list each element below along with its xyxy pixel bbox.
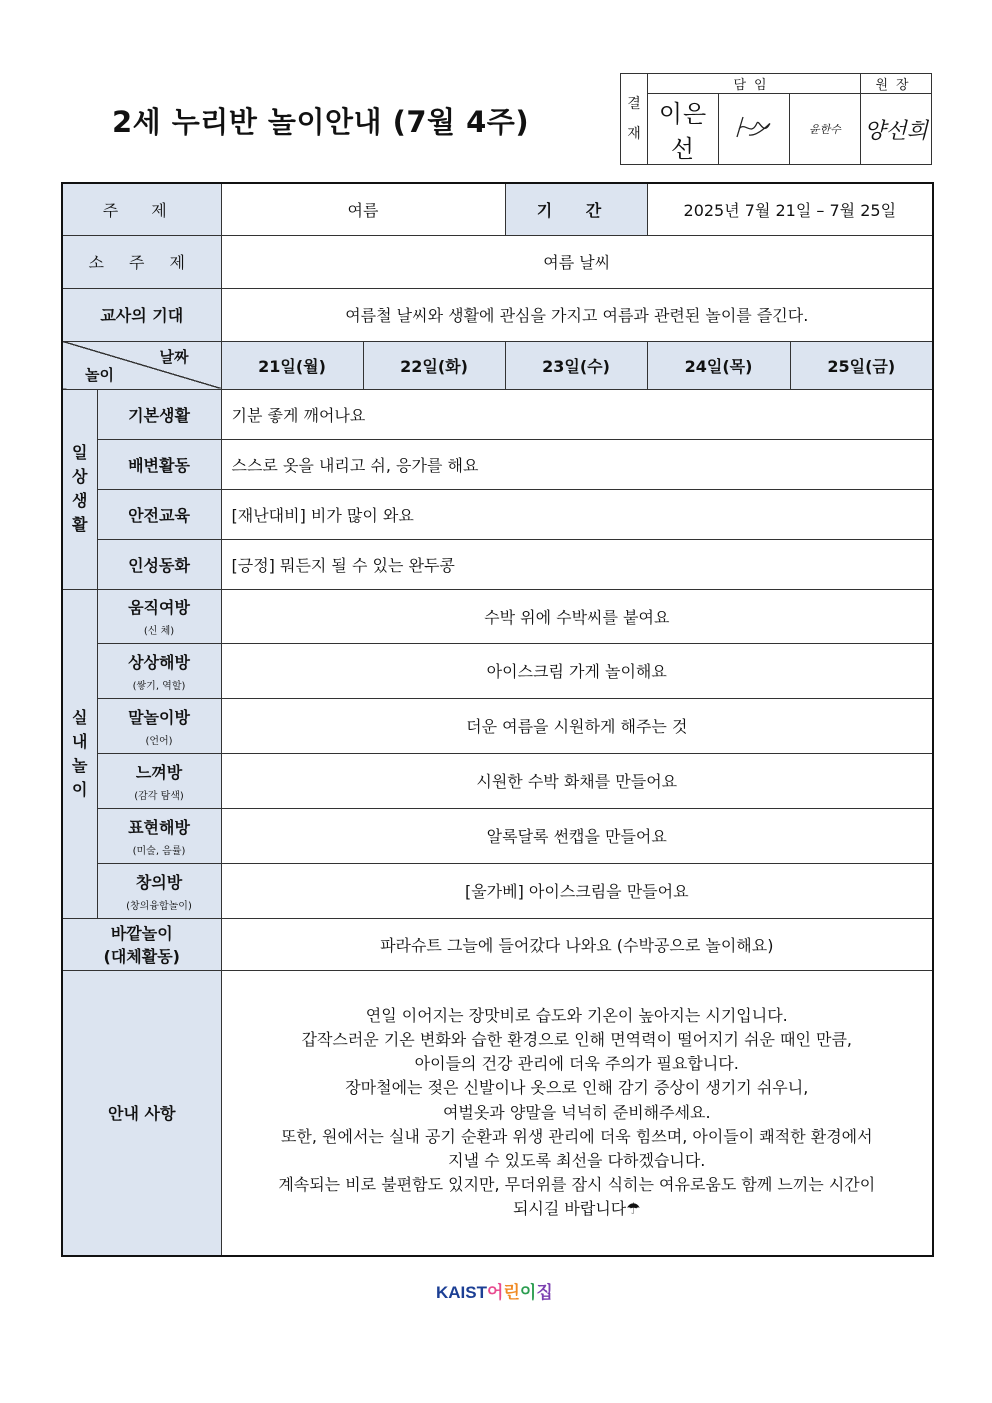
notice-body xyxy=(221,970,933,1256)
day-header-row xyxy=(62,341,933,389)
day-header: 25일(금) xyxy=(790,341,933,389)
day-header: 21일(월) xyxy=(221,341,363,389)
notice-label: 안내 사항 xyxy=(62,970,221,1256)
notice-line: 장마철에는 젖은 신발이나 옷으로 인해 감기 증상이 생기기 쉬우니, xyxy=(345,1078,809,1098)
notice-line: 갑작스러운 기온 변화와 습한 환경으로 인해 면역력이 떨어지기 쉬운 때인 만큼, xyxy=(301,1030,853,1050)
outdoor-label: 바깥놀이 (대체활동) xyxy=(62,918,221,970)
signature-scribble-icon xyxy=(729,107,779,147)
indoor-play-label: 상상해방 (쌓기, 역할) xyxy=(97,643,221,698)
period-value: 2025년 7월 21일 – 7월 25일 xyxy=(647,183,933,235)
signature-1: 이은선 xyxy=(648,94,719,165)
notice-line: 지낼 수 있도록 최선을 다하겠습니다. xyxy=(448,1151,706,1171)
notice-line: 연일 이어지는 장맛비로 습도와 기온이 높아지는 시기입니다. xyxy=(365,1005,788,1025)
indoor-play-label: 창의방 (창의융합놀이) xyxy=(97,863,221,918)
expectation-label: 교사의 기대 xyxy=(62,288,221,341)
indoor-play-row xyxy=(62,589,933,643)
logo-brand: KAIST xyxy=(436,1283,487,1302)
notice-row xyxy=(62,970,933,1256)
indoor-play-value: 더운 여름을 시원하게 해주는 것 xyxy=(221,698,933,753)
expectation-value: 여름철 날씨와 생활에 관심을 가지고 여름과 관련된 놀이를 즐긴다. xyxy=(221,288,933,341)
kaist-logo: KAIST어린이집 xyxy=(436,1283,553,1302)
indoor-play-sublabel: (쌓기, 역할) xyxy=(132,680,186,692)
indoor-play-value: 시원한 수박 화채를 만들어요 xyxy=(221,753,933,808)
approval-box xyxy=(620,73,932,165)
indoor-play-row xyxy=(62,753,933,808)
daily-life-group-label: 일 상 생 활 xyxy=(62,389,97,589)
approval-gyeol: 결 xyxy=(627,96,641,112)
expectation-row xyxy=(62,288,933,341)
indoor-play-value: [울가베] 아이스크림을 만들어요 xyxy=(221,863,933,918)
plan-table xyxy=(61,182,934,1257)
day-header: 23일(수) xyxy=(505,341,647,389)
subtheme-value: 여름 날씨 xyxy=(221,235,933,288)
indoor-play-row xyxy=(62,863,933,918)
indoor-play-sublabel: (언어) xyxy=(145,735,173,747)
indoor-play-row xyxy=(62,808,933,863)
indoor-play-sublabel: (미술, 음률) xyxy=(132,845,186,857)
approval-label xyxy=(621,74,648,165)
daily-life-value: [재난대비] 비가 많이 와요 xyxy=(221,489,933,539)
subtheme-label: 소 주 제 xyxy=(62,235,221,288)
indoor-play-group-label: 실 내 놀 이 xyxy=(62,589,97,918)
daily-life-label: 안전교육 xyxy=(97,489,221,539)
daily-life-row xyxy=(62,439,933,489)
daily-life-row xyxy=(62,389,933,439)
date-label: 날짜 xyxy=(159,347,189,366)
daily-life-value: 기분 좋게 깨어나요 xyxy=(221,389,933,439)
indoor-play-sublabel: (신 체) xyxy=(143,626,175,637)
day-header: 22일(화) xyxy=(363,341,505,389)
notice-line: 되시길 바랍니다☂ xyxy=(512,1199,641,1219)
notice-line: 여벌옷과 양말을 넉넉히 준비해주세요. xyxy=(442,1102,711,1122)
outdoor-row xyxy=(62,918,933,970)
subtheme-row xyxy=(62,235,933,288)
diagonal-header-cell xyxy=(62,341,221,389)
homeroom-header: 담임 xyxy=(648,74,861,94)
indoor-play-label: 말놀이방 (언어) xyxy=(97,698,221,753)
indoor-play-sublabel: (감각 탐색) xyxy=(134,790,184,802)
daily-life-row xyxy=(62,539,933,589)
play-label: 놀이 xyxy=(85,365,114,384)
theme-row xyxy=(62,183,933,235)
indoor-play-label: 움직여방 (신 체) xyxy=(97,589,221,643)
signature-4: 양선희 xyxy=(861,94,932,165)
notice-line: 아이들의 건강 관리에 더욱 주의가 필요합니다. xyxy=(414,1054,739,1074)
indoor-play-label: 표현해방 (미술, 음률) xyxy=(97,808,221,863)
page-title: 2세 누리반 놀이안내 (7월 4주) xyxy=(112,105,530,139)
approval-jae: 재 xyxy=(627,126,641,142)
indoor-play-value: 알록달록 썬캡을 만들어요 xyxy=(221,808,933,863)
outdoor-value: 파라슈트 그늘에 들어갔다 나와요 (수박공으로 놀이해요) xyxy=(221,918,933,970)
day-header: 24일(목) xyxy=(647,341,790,389)
notice-line: 계속되는 비로 불편함도 있지만, 무더위를 잠시 식히는 여유로움도 함께 느끼는 시간이 xyxy=(278,1175,876,1195)
daily-life-label: 기본생활 xyxy=(97,389,221,439)
daily-life-label: 인성동화 xyxy=(97,539,221,589)
indoor-play-value: 아이스크림 가게 놀이해요 xyxy=(221,643,933,698)
notice-line: 또한, 원에서는 실내 공기 순환과 위생 관리에 더욱 힘쓰며, 아이들이 쾌적한 환경에서 xyxy=(280,1126,873,1146)
indoor-play-sublabel: (창의융합놀이) xyxy=(126,900,192,912)
theme-value: 여름 xyxy=(221,183,505,235)
director-header: 원장 xyxy=(861,74,932,94)
daily-life-value: [긍정] 뭐든지 될 수 있는 완두콩 xyxy=(221,539,933,589)
theme-label: 주 제 xyxy=(62,183,221,235)
signature-2 xyxy=(719,94,790,165)
period-label: 기 간 xyxy=(505,183,647,235)
indoor-play-label: 느껴방 (감각 탐색) xyxy=(97,753,221,808)
daily-life-row xyxy=(62,489,933,539)
signature-3: 윤한수 xyxy=(790,94,861,165)
indoor-play-row xyxy=(62,698,933,753)
indoor-play-value: 수박 위에 수박씨를 붙여요 xyxy=(221,589,933,643)
daily-life-value: 스스로 옷을 내리고 쉬, 응가를 해요 xyxy=(221,439,933,489)
indoor-play-row xyxy=(62,643,933,698)
daily-life-label: 배변활동 xyxy=(97,439,221,489)
